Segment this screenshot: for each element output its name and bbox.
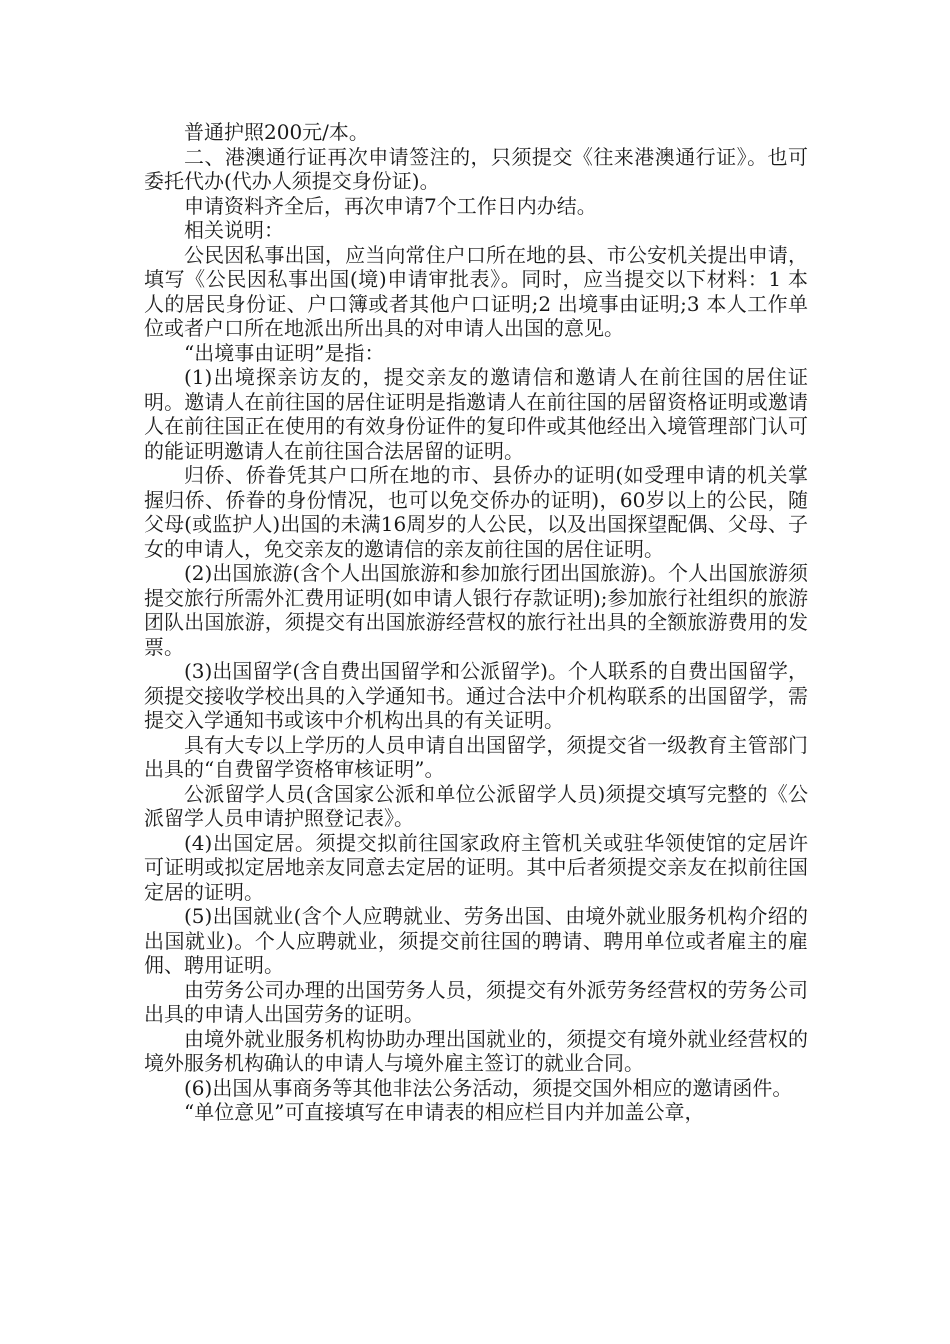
- paragraph: 普通护照200元/本。: [184, 120, 369, 144]
- paragraph: 申请资料齐全后，再次申请7个工作日内办结。: [184, 193, 597, 218]
- document-body: [144, 120, 808, 1125]
- paragraph: 公民因私事出国，应当向常住户口所在地的县、市公安机关提出申请，填写《公民因私事出国(境)申请审批表》。同时，应当提交以下材料：1 本人的居民身份证、户口簿或者其他户口证明;2 出境事由证明;3 本人工作单位或者户口所在地派出所出具的对申请人出国的意见。: [144, 242, 808, 340]
- paragraph: 相关说明：: [184, 218, 284, 242]
- paragraph: (3)出国留学(含自费出国留学和公派留学)。个人联系的自费出国留学，须提交接收学校出具的入学通知书。通过合法中介机构联系的出国留学，需提交入学通知书或该中介机构出具的有关证明。: [144, 659, 808, 732]
- paragraph: (4)出国定居。须提交拟前往国家政府主管机关或驻华领使馆的定居许可证明或拟定居地亲友同意去定居的证明。其中后者须提交亲友在拟前往国定居的证明。: [144, 830, 808, 904]
- paragraph: 公派留学人员(含国家公派和单位公派留学人员)须提交填写完整的《公派留学人员申请护照登记表》。: [144, 781, 808, 830]
- paragraph: (6)出国从事商务等其他非法公务活动，须提交国外相应的邀请函件。: [184, 1075, 793, 1100]
- paragraph: 由境外就业服务机构协助办理出国就业的，须提交有境外就业经营权的境外服务机构确认的申请人与境外雇主签订的就业合同。: [144, 1026, 808, 1075]
- paragraph: (1)出境探亲访友的，提交亲友的邀请信和邀请人在前往国的居住证明。邀请人在前往国的居住证明是指邀请人在前往国的居留资格证明或邀请人在前往国正在使用的有效身份证件的复印件或其他经出入境管理部门认可的能证明邀请人在前往国合法居留的证明。: [144, 365, 808, 463]
- paragraph: “出境事由证明”是指：: [184, 340, 385, 365]
- paragraph: 归侨、侨眷凭其户口所在地的市、县侨办的证明(如受理申请的机关掌握归侨、侨眷的身份情况，也可以免交侨办的证明)，60岁以上的公民，随父母(或监护人)出国的未满16周岁的人公民，以及出国探望配偶、父母、子女的申请人，免交亲友的邀请信的亲友前往国的居住证明。: [144, 463, 808, 561]
- paragraph: (2)出国旅游(含个人出国旅游和参加旅行团出国旅游)。个人出国旅游须提交旅行所需外汇费用证明(如申请人银行存款证明);参加旅行社组织的旅游团队出国旅游，须提交有出国旅游经营权的旅行社出具的全额旅游费用的发票。: [144, 561, 808, 659]
- paragraph: (5)出国就业(含个人应聘就业、劳务出国、由境外就业服务机构介绍的出国就业)。个人应聘就业，须提交前往国的聘请、聘用单位或者雇主的雇佣、聘用证明。: [144, 904, 808, 977]
- paragraph: 具有大专以上学历的人员申请自出国留学，须提交省一级教育主管部门出具的“自费留学资格审核证明”。: [144, 732, 808, 781]
- paragraph: 二、港澳通行证再次申请签注的，只须提交《往来港澳通行证》。也可委托代办(代办人须提交身份证)。: [144, 144, 808, 193]
- paragraph: “单位意见”可直接填写在申请表的相应栏目内并加盖公章，: [184, 1100, 705, 1124]
- paragraph: 由劳务公司办理的出国劳务人员，须提交有外派劳务经营权的劳务公司出具的申请人出国劳务的证明。: [144, 977, 808, 1026]
